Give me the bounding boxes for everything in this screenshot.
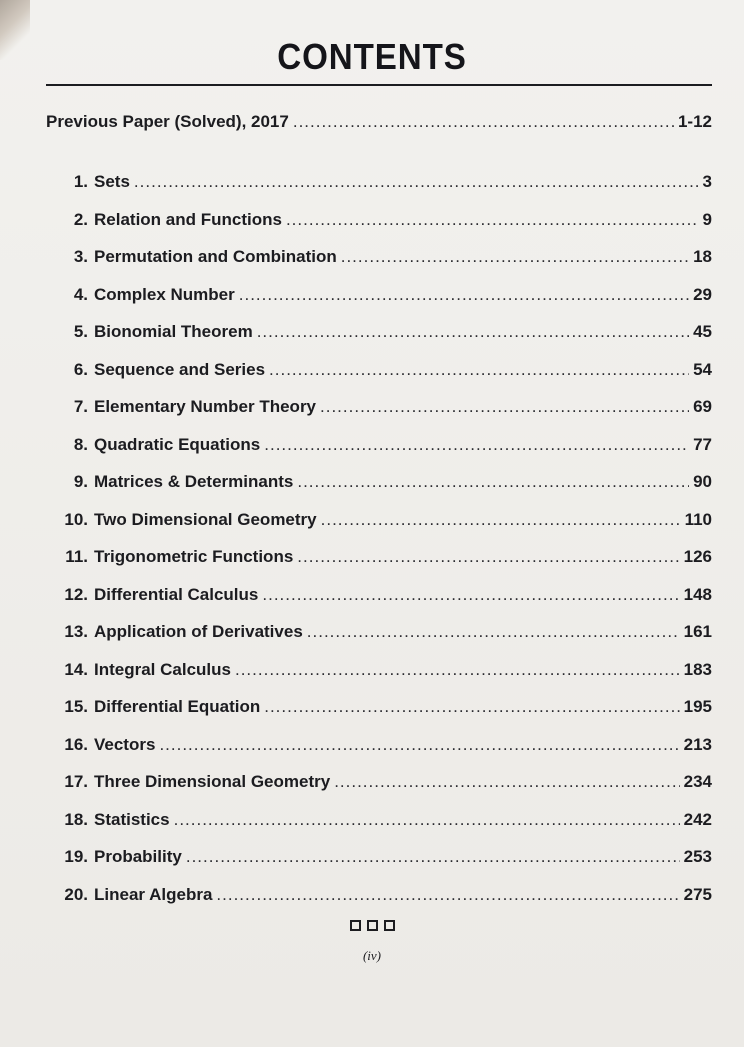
page-title: CONTENTS xyxy=(277,36,467,77)
chapter-title: Differential Equation xyxy=(94,697,261,716)
chapter-page: 45 xyxy=(693,322,712,341)
dot-leader xyxy=(159,735,679,755)
toc-row xyxy=(50,247,712,271)
dot-leader xyxy=(264,435,689,455)
chapter-number: 19. xyxy=(64,847,88,866)
chapter-title: Bionomial Theorem xyxy=(94,322,253,341)
dot-leader xyxy=(186,847,680,867)
chapter-page: 161 xyxy=(683,622,712,641)
dot-leader xyxy=(264,697,679,717)
dot-leader xyxy=(334,772,679,792)
end-of-section-marks xyxy=(0,920,744,931)
toc-entry-title: Previous Paper (Solved), 2017 xyxy=(46,112,289,131)
chapter-number: 4. xyxy=(73,284,88,304)
dot-leader xyxy=(321,510,681,530)
chapter-page: 3 xyxy=(702,172,712,191)
toc-row xyxy=(50,885,712,909)
page-corner-mark xyxy=(0,0,30,60)
chapter-page: 148 xyxy=(683,584,712,604)
chapter-title: Application of Derivatives xyxy=(94,622,303,641)
toc-row xyxy=(50,697,712,721)
chapter-title: Linear Algebra xyxy=(94,884,213,904)
chapter-title: Sequence and Series xyxy=(94,359,266,379)
chapter-title: Statistics xyxy=(94,809,170,829)
toc-row xyxy=(50,172,712,196)
dot-leader xyxy=(239,285,689,305)
toc-row xyxy=(50,322,712,346)
toc-row xyxy=(50,210,712,234)
toc-row xyxy=(50,285,712,309)
chapter-number: 1. xyxy=(73,172,88,191)
dot-leader xyxy=(235,660,680,680)
dot-leader xyxy=(297,547,679,567)
chapter-title: Probability xyxy=(94,847,182,866)
chapter-page: 213 xyxy=(683,734,712,754)
toc-row xyxy=(50,622,712,646)
toc-row xyxy=(50,735,712,759)
chapter-title: Elementary Number Theory xyxy=(94,397,317,416)
chapter-number: 8. xyxy=(73,434,88,454)
dot-leader xyxy=(320,397,689,417)
chapter-title: Three Dimensional Geometry xyxy=(94,772,331,791)
dot-leader xyxy=(269,360,689,380)
chapter-number: 9. xyxy=(73,472,88,491)
dot-leader xyxy=(297,472,689,492)
chapter-page: 90 xyxy=(693,472,712,491)
chapter-title: Differential Calculus xyxy=(94,584,259,604)
chapter-page: 18 xyxy=(693,247,712,266)
toc-entry-page: 1-12 xyxy=(677,112,712,131)
chapter-page: 234 xyxy=(683,772,712,791)
chapter-title: Vectors xyxy=(94,734,156,754)
chapter-page: 9 xyxy=(702,209,712,229)
dot-leader xyxy=(341,247,689,267)
chapter-number: 3. xyxy=(73,247,88,266)
chapter-page: 110 xyxy=(684,509,712,529)
toc-row xyxy=(50,435,712,459)
dot-leader xyxy=(307,622,680,642)
chapter-title: Relation and Functions xyxy=(94,209,282,229)
square-ornament-icon xyxy=(384,920,395,931)
chapter-page: 69 xyxy=(693,397,712,416)
chapter-page: 275 xyxy=(683,884,712,904)
dot-leader xyxy=(174,810,680,830)
toc-row xyxy=(50,810,712,834)
chapter-number: 20. xyxy=(64,884,88,904)
chapter-title: Permutation and Combination xyxy=(94,247,337,266)
chapter-page: 195 xyxy=(683,697,712,716)
chapter-title: Two Dimensional Geometry xyxy=(94,509,317,529)
toc-row xyxy=(50,847,712,871)
chapter-number: 18. xyxy=(64,809,88,829)
toc-row-previous-paper xyxy=(46,112,712,136)
chapter-title: Matrices & Determinants xyxy=(94,472,294,491)
dot-leader xyxy=(262,585,679,605)
chapter-title: Quadratic Equations xyxy=(94,434,261,454)
chapter-page: 253 xyxy=(683,847,712,866)
square-ornament-icon xyxy=(367,920,378,931)
dot-leader xyxy=(293,112,674,132)
toc-row xyxy=(50,772,712,796)
dot-leader xyxy=(257,322,689,342)
toc-row xyxy=(50,547,712,571)
chapter-number: 14. xyxy=(64,659,88,679)
chapter-page: 183 xyxy=(683,659,712,679)
chapter-number: 15. xyxy=(64,697,88,716)
title-rule xyxy=(46,84,712,86)
chapter-number: 17. xyxy=(64,772,88,791)
chapter-number: 11. xyxy=(65,547,88,566)
chapter-number: 13. xyxy=(64,622,88,641)
dot-leader xyxy=(216,885,679,905)
chapter-number: 10. xyxy=(64,509,88,529)
toc-row xyxy=(50,397,712,421)
chapter-number: 5. xyxy=(73,322,88,341)
chapter-number: 16. xyxy=(64,734,88,754)
toc-row xyxy=(50,585,712,609)
square-ornament-icon xyxy=(350,920,361,931)
chapter-page: 54 xyxy=(693,359,712,379)
page-folio: (iv) xyxy=(362,948,382,963)
toc-row xyxy=(50,472,712,496)
chapter-page: 29 xyxy=(693,284,712,304)
dot-leader xyxy=(134,172,699,192)
chapter-title: Complex Number xyxy=(94,284,235,304)
chapter-number: 2. xyxy=(73,209,88,229)
chapter-title: Trigonometric Functions xyxy=(94,547,294,566)
chapter-number: 12. xyxy=(64,584,88,604)
toc-row xyxy=(50,660,712,684)
chapter-title: Integral Calculus xyxy=(94,659,231,679)
toc-row xyxy=(50,360,712,384)
chapter-number: 6. xyxy=(73,359,88,379)
chapter-title: Sets xyxy=(94,172,130,191)
toc-row xyxy=(50,510,712,534)
chapter-page: 242 xyxy=(683,809,712,829)
chapter-page: 126 xyxy=(683,547,712,566)
chapter-number: 7. xyxy=(73,397,88,416)
chapter-page: 77 xyxy=(693,434,712,454)
dot-leader xyxy=(286,210,699,230)
